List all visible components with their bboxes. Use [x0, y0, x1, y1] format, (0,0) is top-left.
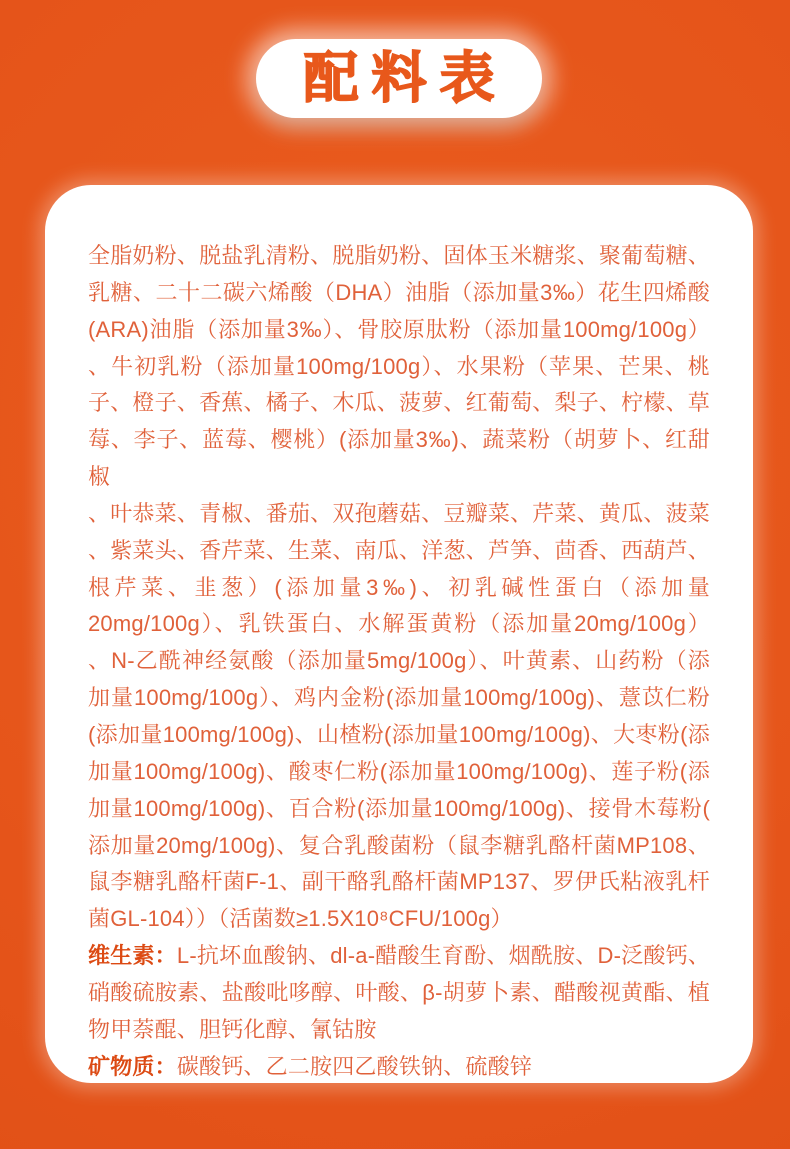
ingredient-line: 、牛初乳粉（添加量100mg/100g）、水果粉（苹果、芒果、桃: [88, 353, 710, 379]
ingredient-line: 根芹菜、韭葱）(添加量3‰)、初乳碱性蛋白（添加量: [88, 574, 710, 600]
ingredient-line: 20mg/100g）、乳铁蛋白、水解蛋黄粉（添加量20mg/100g）: [88, 611, 710, 637]
section-label: 矿物质：: [88, 1053, 177, 1079]
ingredient-line: 加量100mg/100g)、百合粉(添加量100mg/100g)、接骨木莓粉(: [88, 795, 710, 821]
ingredient-line: 硝酸硫胺素、盐酸吡哆醇、叶酸、β-胡萝卜素、醋酸视黄酯、植: [88, 979, 710, 1005]
ingredient-line: (ARA)油脂（添加量3‰）、骨胶原肽粉（添加量100mg/100g）: [88, 316, 710, 342]
ingredient-line: (添加量100mg/100g)、山楂粉(添加量100mg/100g)、大枣粉(添: [88, 721, 710, 747]
ingredient-line: 加量100mg/100g）、鸡内金粉(添加量100mg/100g)、薏苡仁粉: [88, 685, 710, 711]
ingredient-line: 、紫菜头、香芹菜、生菜、南瓜、洋葱、芦笋、茴香、西葫芦、: [88, 537, 710, 563]
ingredients-text: [88, 238, 710, 1085]
ingredient-line: 乳糖、二十二碳六烯酸（DHA）油脂（添加量3‰）花生四烯酸: [88, 279, 710, 305]
ingredients-card: [45, 185, 753, 1083]
ingredient-line: 矿物质：碳酸钙、乙二胺四乙酸铁钠、硫酸锌: [88, 1053, 533, 1079]
ingredient-line: 物甲萘醌、胆钙化醇、氰钴胺: [88, 1016, 377, 1042]
header-pill: [256, 39, 542, 118]
ingredient-line: 鼠李糖乳酪杆菌F-1、副干酪乳酪杆菌MP137、罗伊氏粘液乳杆: [88, 869, 710, 895]
section-label: 维生素：: [88, 943, 177, 969]
ingredient-line: 维生素：L-抗坏血酸钠、dl-a-醋酸生育酚、烟酰胺、D-泛酸钙、: [88, 943, 710, 969]
ingredient-line: 、N-乙酰神经氨酸（添加量5mg/100g）、叶黄素、山药粉（添: [88, 648, 710, 674]
ingredient-line: 加量100mg/100g)、酸枣仁粉(添加量100mg/100g)、莲子粉(添: [88, 758, 710, 784]
page-title: 配料表: [303, 47, 508, 109]
ingredient-line: 子、橙子、香蕉、橘子、木瓜、菠萝、红葡萄、梨子、柠檬、草: [88, 390, 710, 416]
ingredient-line: 莓、李子、蓝莓、樱桃）(添加量3‰)、蔬菜粉（胡萝卜、红甜椒: [88, 427, 710, 490]
ingredient-line: 菌GL-104））（活菌数≥1.5X10⁸CFU/100g）: [88, 906, 513, 932]
ingredient-line: 添加量20mg/100g)、复合乳酸菌粉（鼠李糖乳酪杆菌MP108、: [88, 832, 710, 858]
ingredient-line: 全脂奶粉、脱盐乳清粉、脱脂奶粉、固体玉米糖浆、聚葡萄糖、: [88, 243, 710, 268]
ingredient-line: 、叶恭菜、青椒、番茄、双孢蘑菇、豆瓣菜、芹菜、黄瓜、菠菜: [88, 500, 710, 526]
